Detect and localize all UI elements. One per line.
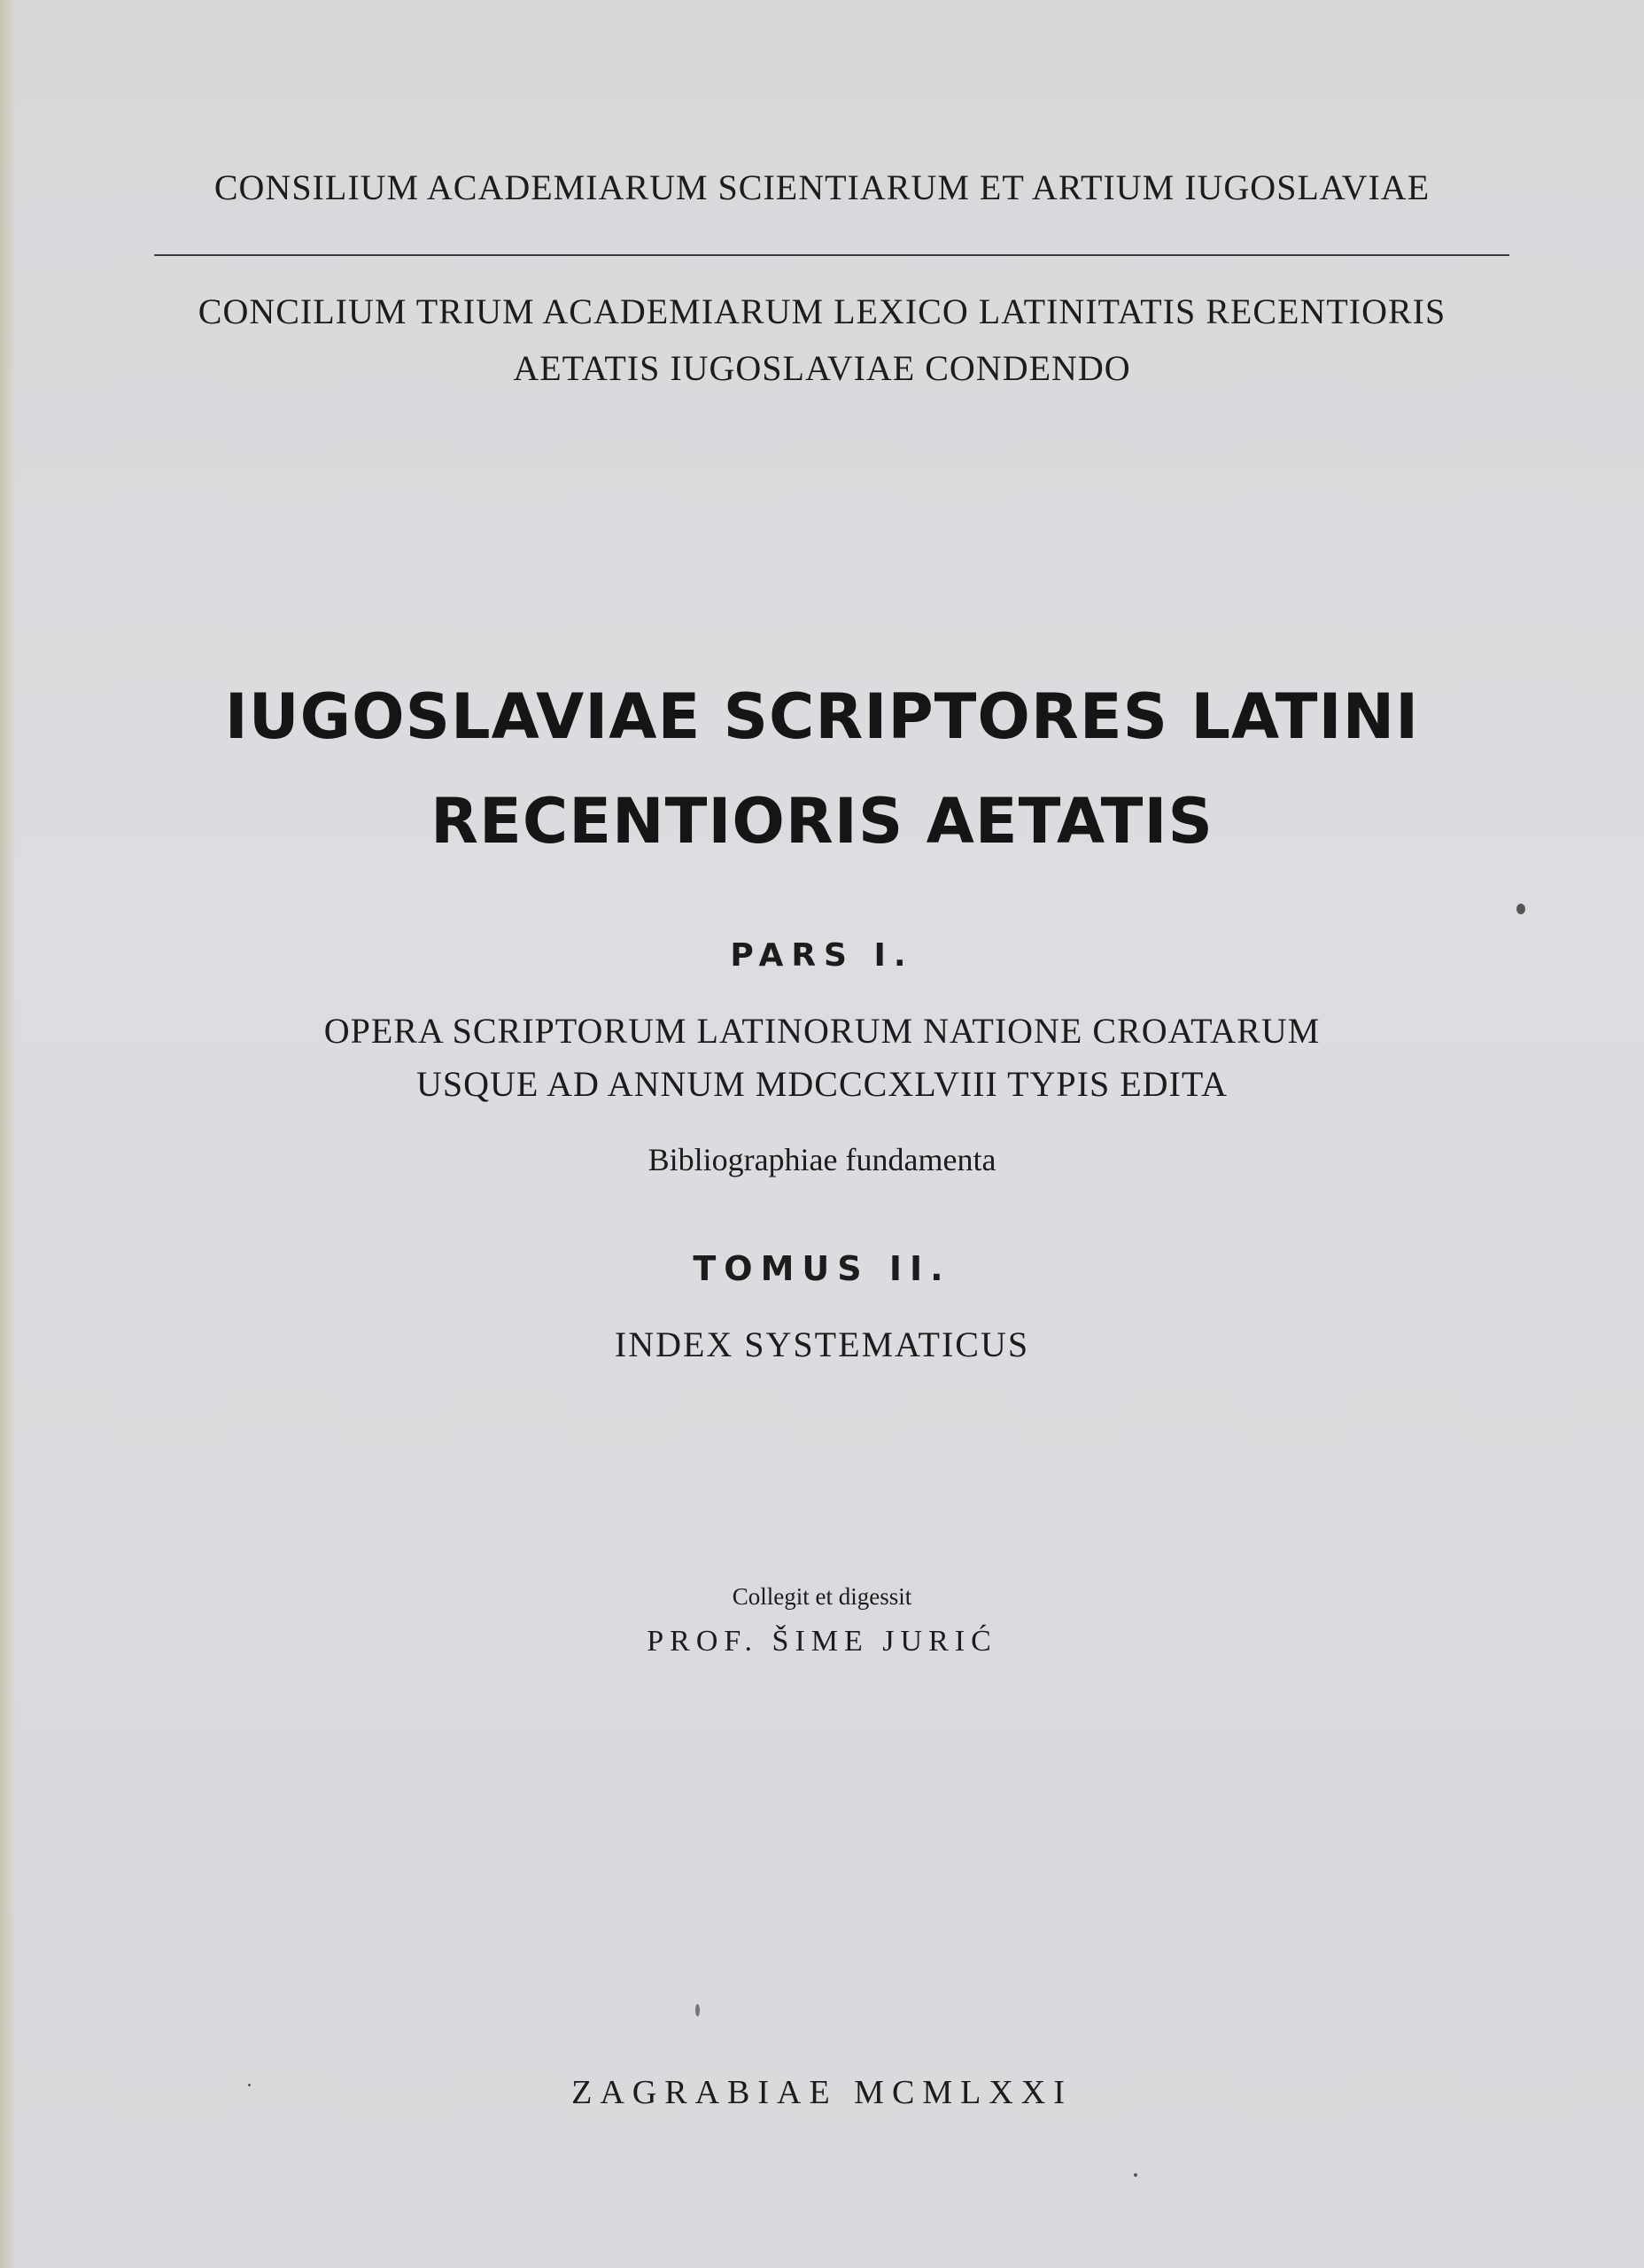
paper-speck bbox=[248, 2084, 251, 2086]
author-name: PROF. ŠIME JURIĆ bbox=[647, 1625, 997, 1658]
book-title-line-2: RECENTIORIS AETATIS bbox=[430, 785, 1214, 858]
paper-speck bbox=[1134, 2173, 1137, 2177]
imprint-place-year: ZAGRABIAE MCMLXXI bbox=[571, 2074, 1073, 2111]
council-name-line-3: AETATIS IUGOSLAVIAE CONDENDO bbox=[513, 348, 1131, 388]
credits-intro: Collegit et digessit bbox=[732, 1583, 912, 1610]
book-title-line-1: IUGOSLAVIAE SCRIPTORES LATINI bbox=[224, 680, 1420, 753]
council-name-line-1: CONSILIUM ACADEMIARUM SCIENTIARUM ET ARTIUM IUGOSLAVIAE bbox=[213, 167, 1431, 207]
paper-speck bbox=[695, 2004, 700, 2016]
part-label: PARS I. bbox=[730, 937, 914, 974]
volume-label: TOMUS II. bbox=[693, 1249, 951, 1288]
part-description-line-1: OPERA SCRIPTORUM LATINORUM NATIONE CROATARUM bbox=[323, 1011, 1321, 1051]
volume-title: INDEX SYSTEMATICUS bbox=[614, 1324, 1030, 1364]
header-divider bbox=[154, 254, 1509, 256]
paper-speck bbox=[1516, 904, 1525, 914]
part-description-line-2: USQUE AD ANNUM MDCCCXLVIII TYPIS EDITA bbox=[416, 1064, 1228, 1104]
council-name-line-2: CONCILIUM TRIUM ACADEMIARUM LEXICO LATINITATIS RECENTIORIS bbox=[198, 291, 1446, 331]
part-subtitle: Bibliographiae fundamenta bbox=[648, 1142, 996, 1177]
